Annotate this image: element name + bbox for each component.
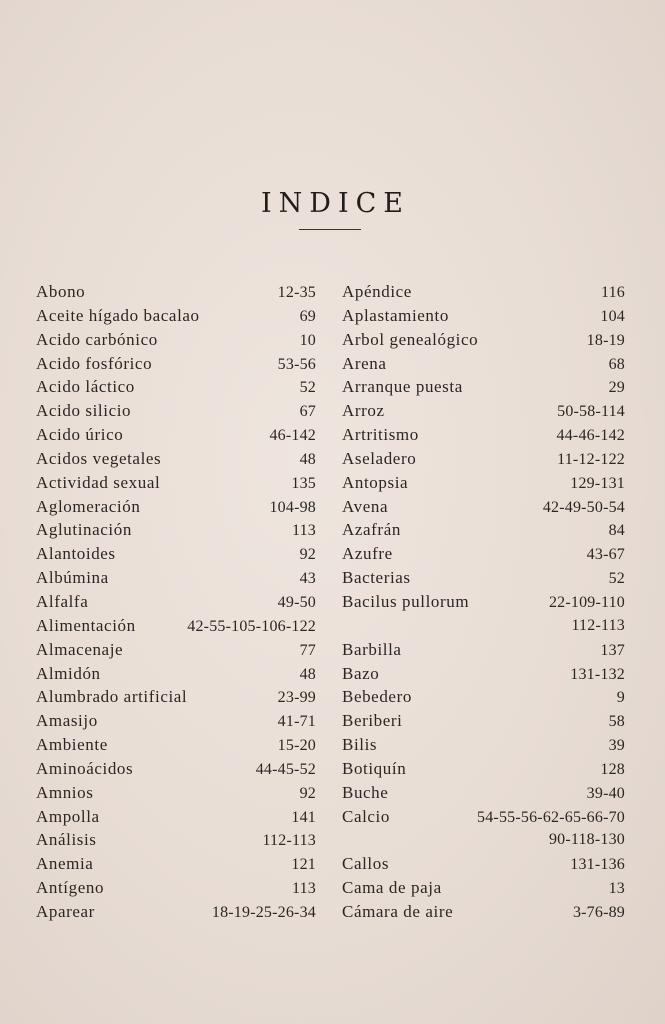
index-pages: 69 [299,307,316,325]
index-pages: 23-99 [277,689,316,707]
index-entry [342,709,625,733]
index-entry [342,662,625,686]
index-term: Beriberi [342,711,403,731]
index-entry [36,328,316,352]
index-pages: 42-55-105-106-122 [187,617,316,635]
index-pages: 10 [299,331,316,349]
index-pages: 50-58-114 [557,403,625,421]
index-entry [36,542,316,566]
index-entry [342,638,625,662]
index-term: Arroz [342,401,385,421]
index-pages: 135 [291,474,316,492]
index-entry [342,423,625,447]
index-entry [36,304,316,328]
index-column-right [342,280,625,924]
index-entry [36,590,316,614]
index-pages: 39 [608,737,625,755]
index-pages: 52 [608,570,625,588]
index-term: Calcio [342,806,390,826]
index-pages: 13 [608,880,625,898]
index-term: Alantoides [36,544,116,564]
index-term: Ambiente [36,735,108,755]
index-term: Bacterias [342,568,411,588]
index-entry [342,733,625,757]
index-term: Acido fosfórico [36,353,153,373]
index-entry [342,280,625,304]
index-term: Buche [342,782,389,802]
index-term: Albúmina [36,568,109,588]
index-entry [342,685,625,709]
index-term: Abono [36,282,86,301]
index-entry [342,375,625,399]
index-term: Antopsia [342,472,409,492]
index-entry [342,518,625,542]
index-pages: 92 [299,546,316,564]
index-term: Cámara de aire [342,901,454,921]
index-pages: 42-49-50-54 [542,498,625,516]
index-entry [36,566,316,590]
index-pages: 49-50 [277,593,316,611]
index-pages: 44-46-142 [556,427,625,445]
index-entry [36,352,316,376]
index-entry [342,495,625,519]
index-pages: 104 [600,307,625,325]
index-entry [342,805,625,829]
index-pages: 68 [608,355,625,373]
index-pages: 92 [299,784,316,802]
index-entry [36,876,316,900]
index-term: Acidos vegetales [36,448,162,468]
index-entry [342,590,625,614]
index-entry [342,399,625,423]
index-pages: 48 [299,450,316,468]
index-term: Aglomeración [36,496,141,516]
index-term: Arbol genealógico [342,329,479,349]
index-entry [342,781,625,805]
index-pages: 15-20 [277,737,316,755]
index-term: Botiquín [342,758,407,778]
index-pages: 18-19-25-26-34 [211,903,316,921]
index-pages: 9 [616,689,625,707]
index-pages: 113 [291,880,316,898]
index-pages: 116 [600,284,625,301]
index-term: Artritismo [342,425,419,445]
index-term: Aseladero [342,448,417,468]
index-pages: 54-55-56-62-65-66-70 [477,808,625,826]
index-pages: 112-113 [262,832,316,850]
index-term: Almidón [36,663,101,683]
index-entry [342,828,625,852]
index-term: Aparear [36,901,95,921]
index-term: Ampolla [36,806,100,826]
index-entry [342,876,625,900]
index-pages: 48 [299,665,316,683]
index-pages: 3-76-89 [572,903,625,921]
index-pages: 39-40 [586,784,625,802]
index-term: Acido carbónico [36,329,158,349]
index-pages: 112-113 [571,616,625,634]
index-term: Alfalfa [36,591,89,611]
index-term: Acido láctico [36,377,135,397]
index-entry [36,375,316,399]
index-entry [342,471,625,495]
index-entry [342,852,625,876]
index-pages: 77 [299,641,316,659]
index-term: Bacilus pullorum [342,591,470,611]
index-term: Aminoácidos [36,758,134,778]
index-pages: 12-35 [277,284,316,301]
index-pages: 131-132 [570,665,625,683]
index-entry [36,733,316,757]
index-entry [36,709,316,733]
index-term: Anemia [36,854,94,874]
index-term: Bebedero [342,687,412,707]
index-column-left [36,280,316,924]
index-pages: 43-67 [586,546,625,564]
index-term: Barbilla [342,639,402,659]
index-term: Acido úrico [36,425,124,445]
index-pages: 11-12-122 [557,450,625,468]
index-entry [36,280,316,304]
index-entry [342,328,625,352]
index-term: Bazo [342,663,380,683]
index-term: Análisis [36,830,97,850]
index-pages: 84 [608,522,625,540]
index-entry [36,662,316,686]
index-pages: 67 [299,403,316,421]
index-term: Amnios [36,782,94,802]
index-entry [36,757,316,781]
index-term: Alumbrado artificial [36,687,188,707]
index-entry [36,495,316,519]
index-entry [36,781,316,805]
index-pages: 128 [600,760,625,778]
index-pages: 104-98 [269,498,316,516]
index-term: Aglutinación [36,520,132,540]
index-pages: 131-136 [570,856,625,874]
index-entry [36,614,316,638]
index-pages: 113 [291,522,316,540]
index-term: Aplastamiento [342,305,449,325]
index-term: Callos [342,854,390,874]
index-entry [36,900,316,924]
index-pages: 129-131 [570,474,625,492]
index-pages: 29 [608,379,625,397]
index-entry [342,566,625,590]
index-entry [342,447,625,471]
index-entry [342,900,625,924]
index-entry [36,423,316,447]
index-entry [36,828,316,852]
index-term: Amasijo [36,711,98,731]
index-entry [342,614,625,638]
index-entry [36,518,316,542]
index-entry [36,399,316,423]
index-term: Arranque puesta [342,377,463,397]
index-pages: 44-45-52 [255,760,316,778]
index-pages: 90-118-130 [548,831,625,849]
index-pages: 41-71 [277,713,316,731]
index-term: Arena [342,353,387,373]
index-pages: 43 [299,570,316,588]
index-entry [342,757,625,781]
index-entry [36,447,316,471]
index-entry [342,542,625,566]
index-term: Aceite hígado bacalao [36,305,200,325]
page-title: INDICE [261,188,410,219]
index-term: Bilis [342,735,378,755]
index-term: Alimentación [36,615,136,635]
index-pages: 46-142 [269,427,316,445]
index-pages: 22-109-110 [548,593,625,611]
index-entry [342,304,625,328]
index-entry [36,805,316,829]
index-entry [36,852,316,876]
index-term: Antígeno [36,878,105,898]
index-entry [342,352,625,376]
index-pages: 18-19 [586,331,625,349]
index-entry [36,638,316,662]
index-term: Azufre [342,544,393,564]
index-term: Avena [342,496,389,516]
index-pages: 53-56 [277,355,316,373]
index-term: Azafrán [342,520,401,540]
index-pages: 121 [291,856,316,874]
index-term: Apéndice [342,282,412,301]
index-entry [36,685,316,709]
index-term: Actividad sexual [36,472,161,492]
index-pages: 137 [600,641,625,659]
index-pages: 58 [608,713,625,731]
index-pages: 141 [291,808,316,826]
index-pages: 52 [299,379,316,397]
index-term: Acido silicio [36,401,132,421]
index-term: Almacenaje [36,639,124,659]
index-entry [36,471,316,495]
title-underline [299,229,361,230]
index-term: Cama de paja [342,878,442,898]
